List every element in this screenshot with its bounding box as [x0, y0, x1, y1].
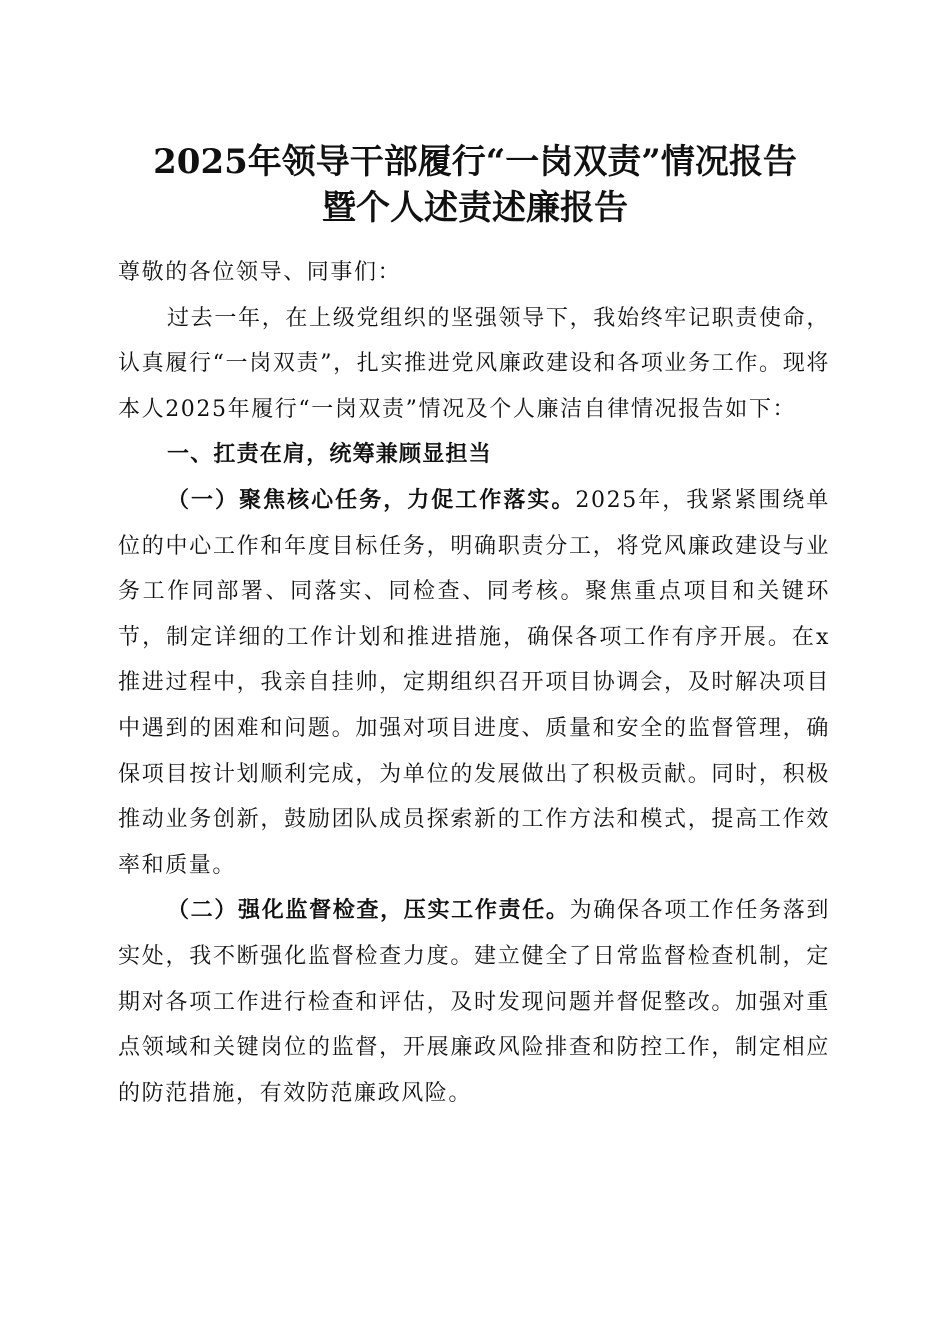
item-2-text: 为确保各项工作任务落到实处，我不断强化监督检查力度。建立健全了日常监督检查机制，定期对各项工作进行检查和评估，及时发现问题并督促整改。加强对重点领域和关键岗位的监督，开展廉政风险排查和防控工作，制定相应的防范措施，有效防范廉政风险。 [118, 898, 831, 1106]
item-1-lead: （一）聚焦核心任务，力促工作落实。 [167, 486, 576, 513]
intro-paragraph: 过去一年，在上级党组织的坚强领导下，我始终牢记职责使命，认真履行“一岗双责”，扎实推进党风廉政建设和各项业务工作。现将本人2025年履行“一岗双责”情况及个人廉洁自律情况报告如下： [118, 305, 830, 422]
salutation: 尊敬的各位领导、同事们： [118, 260, 402, 285]
report-title-line2: 暨个人述责述廉报告 [322, 188, 628, 228]
paragraph-item-2 [118, 888, 830, 1116]
report-title-line1: 2025年领导干部履行“一岗双责”情况报告 [153, 142, 797, 182]
report-body [118, 250, 830, 1116]
item-1-text: 2025年，我紧紧围绕单位的中心工作和年度目标任务，明确职责分工，将党风廉政建设与业务工作同部署、同落实、同检查、同考核。聚焦重点项目和关键环节，制定详细的工作计划和推进措施，确保各项工作有序开展。在x推进过程中，我亲自挂帅，定期组织召开项目协调会，及时解决项目中遇到的困难和问题。加强对项目进度、质量和安全的监督管理，确保项目按计划顺利完成，为单位的发展做出了积极贡献。同时，积极推动业务创新，鼓励团队成员探索新的工作方法和模式，提高工作效率和质量。 [118, 487, 830, 878]
section-heading-1: 一、扛责在肩，统筹兼顾显担当 [167, 442, 492, 468]
item-2-lead: （二）强化监督检查，压实工作责任。 [167, 897, 570, 924]
paragraph-item-1 [118, 478, 830, 888]
